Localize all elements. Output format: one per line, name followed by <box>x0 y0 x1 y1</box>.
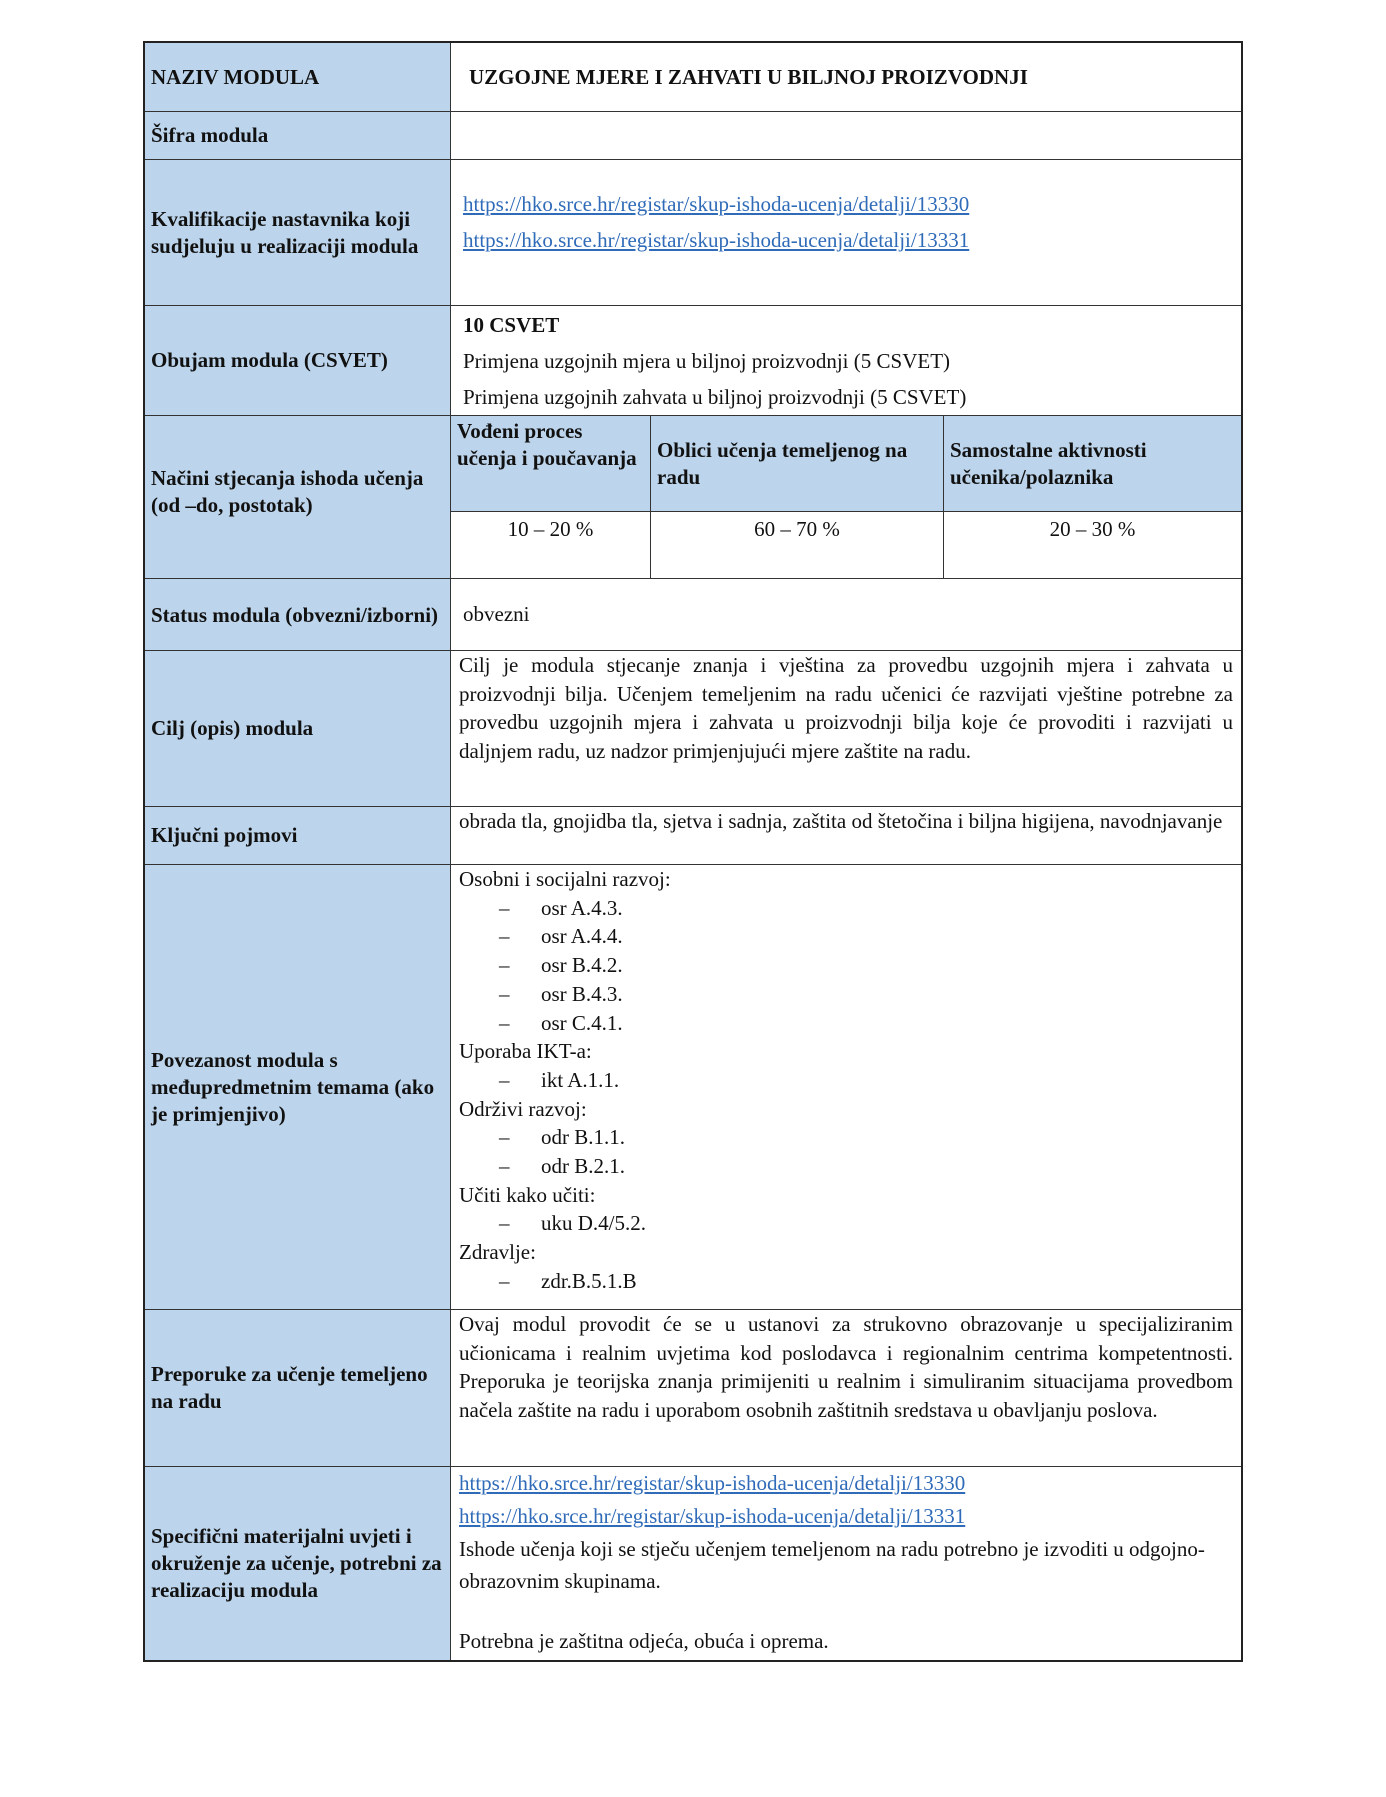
kljucni-value: obrada tla, gnojidba tla, sjetva i sadnja, zaštita od štetočina i biljna higijena, navodnjavanje <box>459 809 1223 833</box>
povezanost-value <box>451 865 1241 1309</box>
module-code <box>451 112 1241 159</box>
row-naziv <box>145 43 1241 111</box>
spacer <box>459 1597 1235 1625</box>
list-item: – osr C.4.1. <box>459 1009 1235 1038</box>
nacini-subtable <box>451 416 1241 578</box>
dash-icon: – <box>499 981 510 1006</box>
specificni-text-2: Potrebna je zaštitna odjeća, obuća i oprema. <box>459 1629 829 1653</box>
row-obujam <box>145 305 1241 415</box>
nacini-value-vodeni: 10 – 20 % <box>451 512 651 578</box>
nacini-header-vodeni: Vođeni proces učenja i poučavanja <box>451 416 651 511</box>
row-nacini <box>145 415 1241 578</box>
label-kljucni: Ključni pojmovi <box>145 807 451 864</box>
row-specificni <box>145 1466 1241 1660</box>
nacini-value-oblici: 60 – 70 % <box>651 512 944 578</box>
nacini-header-oblici: Oblici učenja temeljenog na radu <box>651 416 944 511</box>
dash-icon: – <box>499 1268 510 1293</box>
list-item: – uku D.4/5.2. <box>459 1209 1235 1238</box>
specificni-link-13330[interactable]: https://hko.srce.hr/registar/skup-ishoda-ucenja/detalji/13330 <box>459 1471 966 1495</box>
label-nacini: Načini stjecanja ishoda učenja (od –do, postotak) <box>145 416 451 578</box>
preporuke-value: Ovaj modul provodit će se u ustanovi za strukovno obrazovanje u specijaliziranim učionicama i realnim uvjetima kod poslodavca i regionalnim centrima kompetentnosti. Preporuka je teorijska znanja primijeniti u realnim i simuliranim situacijama provedbom načela zaštite na radu i uporabom osobnih zaštitnih sredstava u obavljanju poslova. <box>459 1312 1233 1422</box>
group-ikt: Uporaba IKT-a: <box>459 1039 592 1064</box>
label-kvalifikacije: Kvalifikacije nastavnika koji sudjeluju u realizaciji modula <box>145 160 451 305</box>
row-povezanost <box>145 864 1241 1309</box>
kvalifikacije-link-13331[interactable]: https://hko.srce.hr/registar/skup-ishoda-ucenja/detalji/13331 <box>463 227 970 252</box>
list-item: – zdr.B.5.1.B <box>459 1267 1235 1296</box>
row-kljucni <box>145 806 1241 864</box>
specificni-text-1: Ishode učenja koji se stječu učenjem temeljenom na radu potrebno je izvoditi u odgojno-obrazovnim skupinama. <box>459 1537 1205 1593</box>
module-table <box>143 41 1243 1662</box>
kvalifikacije-links <box>451 160 1241 305</box>
list-item: – odr B.1.1. <box>459 1123 1235 1152</box>
list-item: – osr B.4.3. <box>459 980 1235 1009</box>
status-value: obvezni <box>463 602 530 626</box>
list-item: – osr A.4.3. <box>459 894 1235 923</box>
dash-icon: – <box>499 924 510 949</box>
row-cilj <box>145 650 1241 806</box>
dash-icon: – <box>499 1211 510 1236</box>
label-povezanost: Povezanost modula s međupredmetnim temama (ako je primjenjivo) <box>145 865 451 1309</box>
label-status: Status modula (obvezni/izborni) <box>145 579 451 650</box>
list-item: – osr A.4.4. <box>459 922 1235 951</box>
module-title: UZGOJNE MJERE I ZAHVATI U BILJNOJ PROIZVODNJI <box>469 64 1028 89</box>
cilj-value: Cilj je modula stjecanje znanja i vještina za provedbu uzgojnih mjera i zahvata u proizvodnji bilja. Učenjem temeljenim na radu učenici će razvijati vještine potrebne za provedbu uzgojnih mjera i zahvata u proizvodnji bilja koje će provoditi i razvijati u daljnjem radu, uz nadzor primjenjujući mjere zaštite na radu. <box>459 653 1233 763</box>
row-status <box>145 578 1241 650</box>
nacini-value-samostalne: 20 – 30 % <box>1049 517 1136 541</box>
group-zdravlje: Zdravlje: <box>459 1240 536 1265</box>
kvalifikacije-link-13330[interactable]: https://hko.srce.hr/registar/skup-ishoda-ucenja/detalji/13330 <box>463 191 970 216</box>
row-kvalifikacije <box>145 159 1241 305</box>
dash-icon: – <box>499 1067 510 1092</box>
specificni-link-13331[interactable]: https://hko.srce.hr/registar/skup-ishoda-ucenja/detalji/13331 <box>459 1504 966 1528</box>
label-obujam: Obujam modula (CSVET) <box>145 306 451 415</box>
group-odrzivi: Održivi razvoj: <box>459 1096 587 1121</box>
dash-icon: – <box>499 1154 510 1179</box>
group-uku: Učiti kako učiti: <box>459 1182 596 1207</box>
label-specificni: Specifični materijalni uvjeti i okruženje za učenje, potrebni za realizaciju modula <box>145 1467 451 1660</box>
nacini-header-samostalne: Samostalne aktivnosti učenika/polaznika <box>950 437 1147 489</box>
nacini-values-row <box>451 512 1241 578</box>
dash-icon: – <box>499 895 510 920</box>
obujam-total: 10 CSVET <box>463 312 560 337</box>
row-preporuke <box>145 1309 1241 1466</box>
specificni-value <box>451 1467 1241 1660</box>
label-sifra: Šifra modula <box>145 112 451 159</box>
group-osobni: Osobni i socijalni razvoj: <box>459 867 671 891</box>
label-naziv: NAZIV MODULA <box>145 43 451 111</box>
obujam-value <box>451 306 1241 415</box>
obujam-line-2: Primjena uzgojnih zahvata u biljnoj proizvodnji (5 CSVET) <box>463 384 967 409</box>
nacini-header-row <box>451 416 1241 512</box>
list-item: – osr B.4.2. <box>459 951 1235 980</box>
label-preporuke: Preporuke za učenje temeljeno na radu <box>145 1310 451 1466</box>
dash-icon: – <box>499 1125 510 1150</box>
list-item: – ikt A.1.1. <box>459 1066 1235 1095</box>
dash-icon: – <box>499 953 510 978</box>
obujam-line-1: Primjena uzgojnih mjera u biljnoj proizvodnji (5 CSVET) <box>463 348 951 373</box>
list-item: – odr B.2.1. <box>459 1152 1235 1181</box>
row-sifra <box>145 111 1241 159</box>
dash-icon: – <box>499 1010 510 1035</box>
label-cilj: Cilj (opis) modula <box>145 651 451 806</box>
